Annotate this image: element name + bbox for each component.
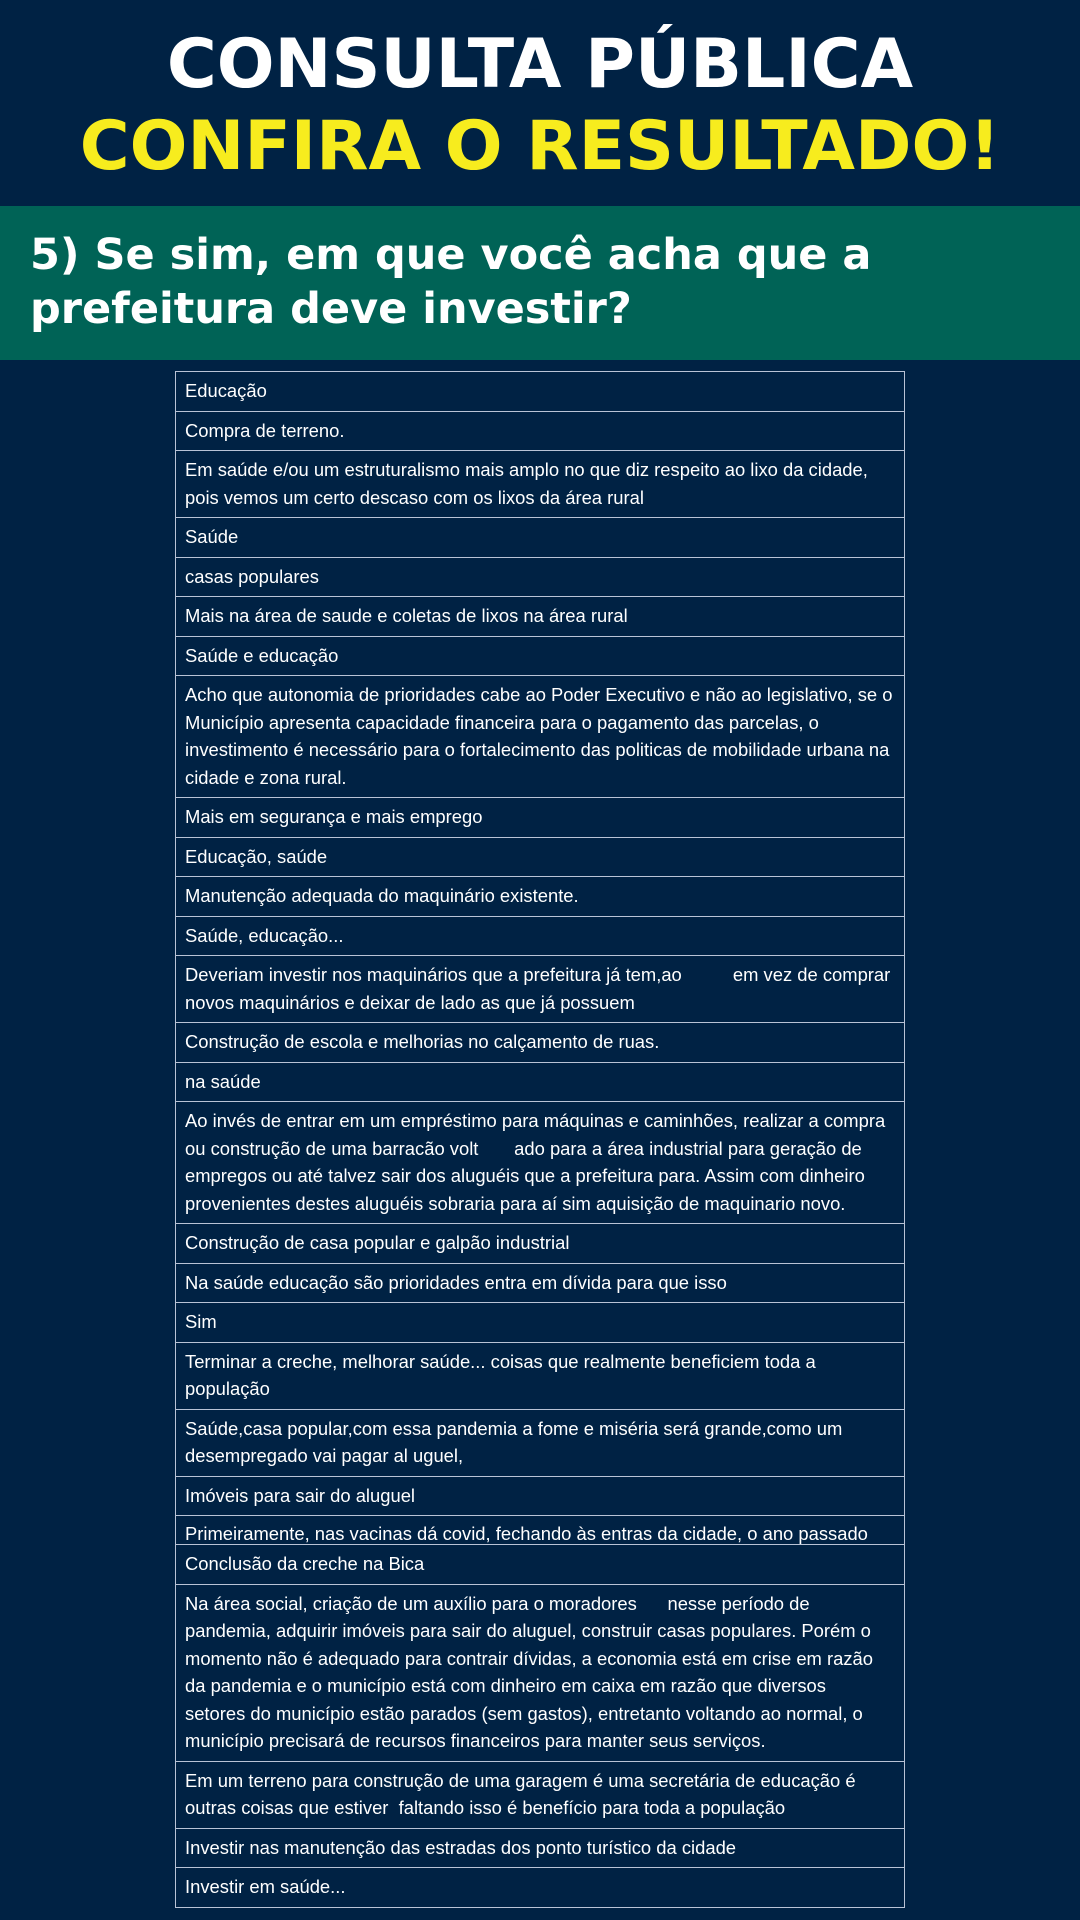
- table-row: na saúde: [176, 1063, 904, 1103]
- table-row: Mais em segurança e mais emprego: [176, 798, 904, 838]
- table-row: Construção de casa popular e galpão industrial: [176, 1224, 904, 1264]
- table-row: Primeiramente, nas vacinas dá covid, fechando às entras da cidade, o ano passado: [176, 1516, 904, 1545]
- table-row: Imóveis para sair do aluguel: [176, 1477, 904, 1517]
- table-row: Em saúde e/ou um estruturalismo mais amplo no que diz respeito ao lixo da cidade, pois vemos um certo descaso com os lixos da área rural: [176, 451, 904, 518]
- header: [0, 0, 1080, 206]
- table-row: Educação: [176, 372, 904, 412]
- table-row: Construção de escola e melhorias no calçamento de ruas.: [176, 1023, 904, 1063]
- table-row: Deveriam investir nos maquinários que a prefeitura já tem,ao em vez de comprar novos maquinários e deixar de lado as que já possuem: [176, 956, 904, 1023]
- table-row: casas populares: [176, 558, 904, 598]
- table-row: Sim: [176, 1303, 904, 1343]
- table-row: Educação, saúde: [176, 838, 904, 878]
- table-row: Acho que autonomia de prioridades cabe ao Poder Executivo e não ao legislativo, se o Município apresenta capacidade financeira para o pagamento das parcelas, o investimento é necessário para o fortalecimento das politicas de mobilidade urbana na cidade e zona rural.: [176, 676, 904, 798]
- table-row: Mais na área de saude e coletas de lixos na área rural: [176, 597, 904, 637]
- table-row: Compra de terreno.: [176, 412, 904, 452]
- table-row: Saúde: [176, 518, 904, 558]
- table-row: Na área social, criação de um auxílio para o moradores nesse período de pandemia, adquirir imóveis para sair do aluguel, construir casas populares. Porém o momento não é adequado para contrair dívidas, a economia está em crise em razão da pandemia e o município está com dinheiro em caixa em razão que diversos setores do município estão parados (sem gastos), entretanto voltando ao normal, o município precisará de recursos financeiros para manter seus serviços.: [176, 1585, 904, 1762]
- table-row: Investir em saúde...: [185, 1876, 346, 1897]
- table-row: Saúde e educação: [176, 637, 904, 677]
- table-row: Conclusão da creche na Bica: [176, 1545, 904, 1585]
- page-subtitle: CONFIRA O RESULTADO!: [79, 107, 1001, 186]
- question-text: 5) Se sim, em que você acha que a prefeitura deve investir?: [30, 230, 872, 334]
- table-row: Investir nas manutenção das estradas dos ponto turístico da cidade: [176, 1829, 904, 1869]
- table-row: Manutenção adequada do maquinário existente.: [176, 877, 904, 917]
- question-banner: [0, 206, 1080, 360]
- page-title: CONSULTA PÚBLICA: [166, 25, 914, 104]
- table-row: Saúde,casa popular,com essa pandemia a fome e miséria será grande,como um desempregado vai pagar al uguel,: [176, 1410, 904, 1477]
- responses-table: [175, 371, 905, 1908]
- table-row: Saúde, educação...: [176, 917, 904, 957]
- table-row: Ao invés de entrar em um empréstimo para máquinas e caminhões, realizar a compra ou construção de uma barracão volt ado para a área industrial para geração de empregos ou até talvez sair dos aluguéis que a prefeitura para. Assim com dinheiro provenientes destes aluguéis sobraria para aí sim aquisição de maquinario novo.: [176, 1102, 904, 1224]
- table-row: Na saúde educação são prioridades entra em dívida para que isso: [176, 1264, 904, 1304]
- table-row: Em um terreno para construção de uma garagem é uma secretária de educação é outras coisas que estiver faltando isso é benefício para toda a população: [176, 1762, 904, 1829]
- table-row: Terminar a creche, melhorar saúde... coisas que realmente beneficiem toda a população: [176, 1343, 904, 1410]
